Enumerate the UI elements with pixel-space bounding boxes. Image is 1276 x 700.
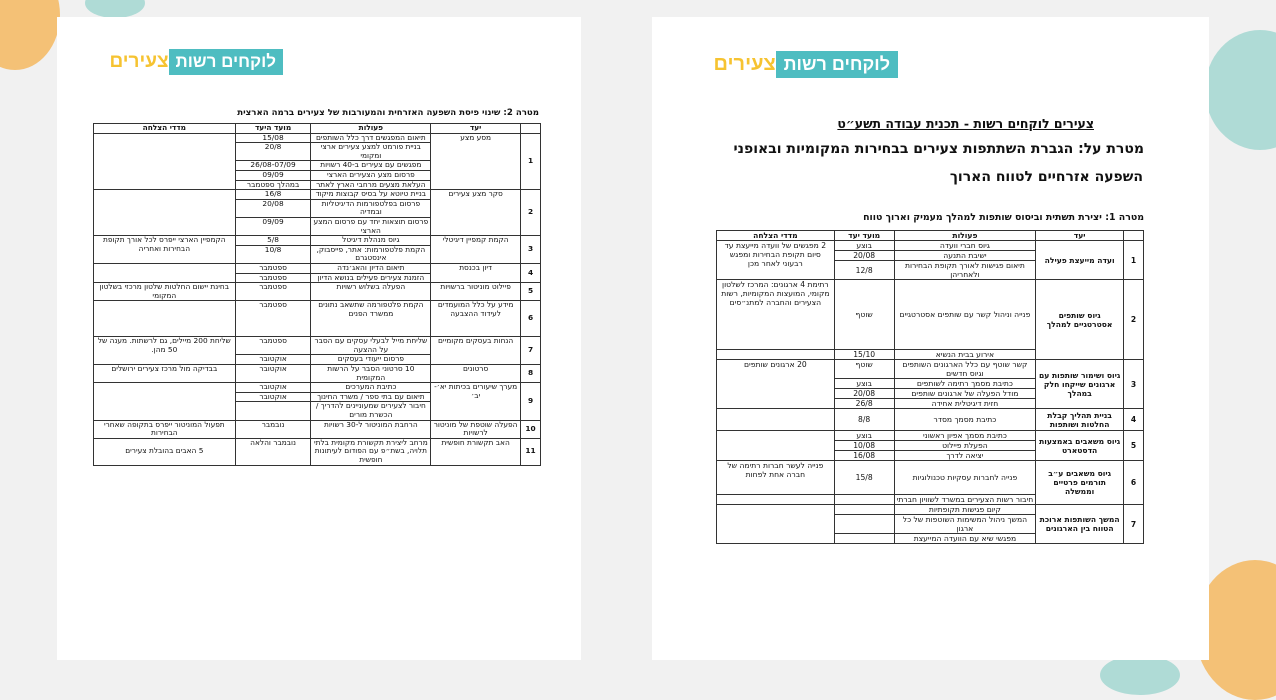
date-cell: אוקטובר <box>235 383 311 393</box>
action-cell: קיום פגישות תקופתיות <box>894 505 1036 515</box>
action-cell: מודל הפעלה של ארגונים שותפים <box>894 389 1036 399</box>
table-row <box>94 236 541 246</box>
metric-cell: תפעול המוניטור ייפרס בתקופה שאחרי הבחירות <box>94 420 236 438</box>
document-subtitle-line1: מטרת על: הגברת השתתפות צעירים בבחירות המקומיות ובאופני <box>733 141 1144 157</box>
action-cell: בניית פורמט למצע צעירים ארצי ומקומי <box>311 143 431 161</box>
decor-blob-teal-top <box>85 0 145 18</box>
goal-cell: הקמת קמפיין דיגיטלי <box>431 236 521 264</box>
date-cell <box>834 515 894 534</box>
logo-yellow-text: צעירים <box>713 53 776 75</box>
header-actions: פעולות <box>894 231 1036 241</box>
date-cell: ספטמבר <box>235 301 311 337</box>
row-number: 9 <box>521 383 541 420</box>
date-cell: ספטמבר <box>235 273 311 283</box>
date-cell <box>834 534 894 544</box>
action-cell: 10 סרטוני הסבר על הרשות המקומית <box>311 365 431 383</box>
action-cell: פרסום בפלטפורמות הדיגיטליות ובמדיה <box>311 199 431 217</box>
header-date: מועד יעד <box>834 231 894 241</box>
table-row <box>717 505 1144 515</box>
table-header-row <box>717 231 1144 241</box>
metric-cell <box>94 383 236 420</box>
date-cell: 8/8 <box>834 409 894 431</box>
table-row <box>94 283 541 301</box>
table-row <box>94 263 541 273</box>
header-date: מועד היעד <box>235 124 311 134</box>
action-cell: המשך ניהול המשימות השוטפות של כל ארגון <box>894 515 1036 534</box>
goal-cell: הנחות בעסקים מקומיים <box>431 337 521 365</box>
table-row <box>94 337 541 355</box>
metric-cell <box>94 133 236 190</box>
date-cell: ספטמבר <box>235 337 311 355</box>
goal-cell: סקר מצע צעירים <box>431 190 521 236</box>
table-row <box>94 190 541 200</box>
goal-cell: גיוס ושימור שותפות עם ארגונים שייקחו חלק במהלך <box>1036 360 1124 409</box>
date-cell: ספטמבר <box>235 263 311 273</box>
metric-cell: 2 מפגשים של וועדה מייעצת עד סיום תקופת הבחירות ומפגש רבעוני לאחר מכן <box>717 241 835 280</box>
action-cell: גיוס חברי וועדה <box>894 241 1036 251</box>
action-cell: הרחבת המוניטור ל-30 רשויות <box>311 420 431 438</box>
date-cell: נובמבר <box>235 420 311 438</box>
table-row <box>94 383 541 393</box>
action-cell: פנייה לחברות עסקיות טכנולוגיות <box>894 461 1036 495</box>
goal-caption: מטרה 2: שינוי פיסת השפעה האזרחית והמעורבות של צעירים ברמה הארצית <box>237 108 539 118</box>
table-row <box>717 461 1144 495</box>
row-number: 7 <box>521 337 541 365</box>
date-cell: 20/08 <box>235 199 311 217</box>
action-cell: תיאום המפגשים דרך כלל השותפים <box>311 133 431 143</box>
metric-cell: בבדיקה מול מרכז צעירים ירושלים <box>94 365 236 383</box>
header-num <box>521 124 541 134</box>
goal-cell: המשך השותפות ארוכת הטווח בין הארגונים <box>1036 505 1124 544</box>
metric-cell: הקמפיין הארצי ייפרס לכל אורך תקופת הבחירות ואחריה <box>94 236 236 264</box>
header-num <box>1124 231 1144 241</box>
table-row <box>717 280 1144 350</box>
date-cell: אוקטובר <box>235 392 311 402</box>
row-number: 5 <box>1124 431 1144 461</box>
date-cell: במהלך ספטמבר <box>235 180 311 190</box>
goals-table <box>93 123 541 466</box>
metric-cell <box>717 350 835 360</box>
goal-cell: גיוס שותפים אסטרטגיים למהלך <box>1036 280 1124 360</box>
action-cell: חיבור לצעירים שמעוניינים להדריך / הכשרת מורים <box>311 402 431 420</box>
goal-cell: מסע מצע <box>431 133 521 190</box>
action-cell: פרסום תוצאות יחד עם פרסום המצע הארצי <box>311 217 431 235</box>
action-cell: קשר שוטף עם כלל הארגונים השותפים וגיוס חדשים <box>894 360 1036 379</box>
metric-cell <box>717 431 835 461</box>
table-row <box>717 431 1144 441</box>
header-metrics: מדדי הצלחה <box>717 231 835 241</box>
action-cell: פרסום מצע הצעירים הארצי <box>311 170 431 180</box>
document-title: צעירים לוקחים רשות - תכנית עבודה תשע״ט <box>837 116 1094 131</box>
date-cell: 20/08 <box>834 251 894 261</box>
decor-blob-teal-right <box>1205 30 1276 150</box>
action-cell: תיאום פגישות לאורך תקופת הבחירות ולאחריהן <box>894 261 1036 280</box>
decor-blob-teal-bottom <box>1100 655 1180 695</box>
date-cell: 20/8 <box>235 143 311 161</box>
goal-cell: האב תקשורת חופשית <box>431 438 521 465</box>
metric-cell: פנייה לעשר חברות רתימה של חברה אחת לפחות <box>717 461 835 495</box>
logo-teal-badge: לוקחים רשות <box>776 51 898 78</box>
goal-cell: סרטונים <box>431 365 521 383</box>
date-cell: בוצע <box>834 431 894 441</box>
goal-cell: פיילוט מוניטור ברשויות <box>431 283 521 301</box>
logo <box>110 49 290 75</box>
row-number: 6 <box>521 301 541 337</box>
header-goal: יעד <box>1036 231 1124 241</box>
document-page-left <box>57 17 581 660</box>
date-cell: 26/8 <box>834 399 894 409</box>
action-cell: הקמת פלטפורמות: אתר, פייסבוק, אינסטגרם <box>311 245 431 263</box>
table-row <box>94 133 541 143</box>
goal-cell: גיוס משאבים באמצעות הדסטארט <box>1036 431 1124 461</box>
date-cell: 26/08-07/09 <box>235 161 311 171</box>
logo-yellow-text: צעירים <box>109 51 169 72</box>
metric-cell <box>717 495 835 505</box>
metric-cell <box>717 409 835 431</box>
action-cell: העלאת מצעים מרחבי הארץ לאתר <box>311 180 431 190</box>
action-cell: תיאום עם בתי ספר / משרד החינוך <box>311 392 431 402</box>
date-cell: ספטמבר <box>235 283 311 301</box>
action-cell: גיוס מנהלת דיגיטל <box>311 236 431 246</box>
action-cell: מפגשים עם צעירים ב-40 רשויות <box>311 161 431 171</box>
date-cell <box>834 505 894 515</box>
action-cell: מפגשי שיא עם הוועדה המייעצת <box>894 534 1036 544</box>
goal-cell: מידע על כלל המועמדים לעידוד ההצבעה <box>431 301 521 337</box>
document-page-right <box>652 17 1209 660</box>
goal-cell: דיון בכנסת <box>431 263 521 282</box>
action-cell: הזמנת צעירים פעילים בנושא הדיון <box>311 273 431 283</box>
date-cell: 09/09 <box>235 217 311 235</box>
header-metrics: מדדי הצלחה <box>94 124 236 134</box>
row-number: 1 <box>521 133 541 190</box>
table-row <box>717 409 1144 431</box>
action-cell: כתיבת מסמך רתימה לשותפים <box>894 379 1036 389</box>
goal-cell: ועדה מייעצת פעילה <box>1036 241 1124 280</box>
action-cell: הפעלה בשלוש רשויות <box>311 283 431 301</box>
decor-blob-yellow-top-left <box>0 0 60 70</box>
metric-cell <box>94 301 236 337</box>
date-cell: 09/09 <box>235 170 311 180</box>
metric-cell <box>94 263 236 282</box>
goal-cell: מערך שיעורים בכיתות יא׳-יב׳ <box>431 383 521 420</box>
logo-teal-badge: לוקחים רשות <box>169 49 283 75</box>
date-cell: 12/8 <box>834 261 894 280</box>
metric-cell: רתימת 4 ארגונים: המרכז לשלטון מקומי, המועצות המקומיות, רשות הצעירים והחברה למתנ״סים <box>717 280 835 350</box>
action-cell: חיבור רשות הצעירים במשרד לשוויון חברתי <box>894 495 1036 505</box>
date-cell: בוצע <box>834 379 894 389</box>
table-row <box>94 301 541 337</box>
header-actions: פעולות <box>311 124 431 134</box>
metric-cell: 5 האבים בהובלת צעירים <box>94 438 236 465</box>
row-number: 3 <box>1124 360 1144 409</box>
action-cell: כתיבת מסמך מסדר <box>894 409 1036 431</box>
goal-cell: בניית תהליך קבלת החלטות ושותפות <box>1036 409 1124 431</box>
action-cell: הפעלת פיילוט <box>894 441 1036 451</box>
metric-cell: שליחת 200 מיילים, גם לרשתות. מענה של 50 מהן. <box>94 337 236 365</box>
table-row <box>717 241 1144 251</box>
row-number: 3 <box>521 236 541 264</box>
row-number: 7 <box>1124 505 1144 544</box>
table-row <box>717 360 1144 379</box>
action-cell: שליחת מייל לבעלי עסקים עם הסבר על ההצעה <box>311 337 431 355</box>
action-cell: יציאה לדרך <box>894 451 1036 461</box>
action-cell: ישיבת התנעה <box>894 251 1036 261</box>
date-cell: אוקטובר <box>235 365 311 383</box>
action-cell: כתיבת מסמך אפיון ראשוני <box>894 431 1036 441</box>
date-cell: 16/08 <box>834 451 894 461</box>
header-goal: יעד <box>431 124 521 134</box>
row-number: 10 <box>521 420 541 438</box>
date-cell: 15/8 <box>834 461 894 495</box>
action-cell: פרסום ייעודי בעסקים <box>311 355 431 365</box>
table-row <box>94 420 541 438</box>
action-cell: חזית דיגיטלית אחידה <box>894 399 1036 409</box>
metric-cell: בחינת יישום החלטות שלטון מרכזי בשלטון המקומי <box>94 283 236 301</box>
date-cell: 10/8 <box>235 245 311 263</box>
row-number: 11 <box>521 438 541 465</box>
date-cell: 10/08 <box>834 441 894 451</box>
document-subtitle-line2: השפעה אזרחיים לטווח הארוך <box>949 169 1143 185</box>
metric-cell: 20 ארגונים שותפים <box>717 360 835 409</box>
logo <box>714 51 905 78</box>
row-number: 2 <box>1124 280 1144 360</box>
action-cell: פנייה וניהול קשר עם שותפים אסטרטגיים <box>894 280 1036 350</box>
row-number: 1 <box>1124 241 1144 280</box>
date-cell: 5/8 <box>235 236 311 246</box>
action-cell: מרחב ליצירת תקשורת מקומית בלתי תלויה, בשת״פ עם הפודום לעיתונות חופשית <box>311 438 431 465</box>
metric-cell <box>717 505 835 544</box>
goals-table <box>716 230 1144 544</box>
table-row <box>94 365 541 383</box>
row-number: 5 <box>521 283 541 301</box>
row-number: 2 <box>521 190 541 236</box>
date-cell: 15/08 <box>235 133 311 143</box>
action-cell: אירוע בבית הנשיא <box>894 350 1036 360</box>
action-cell: הקמת פלטפורמה שתשאב נתונים ממשרד הפנים <box>311 301 431 337</box>
date-cell: נובמבר והלאה <box>235 438 311 465</box>
row-number: 4 <box>1124 409 1144 431</box>
action-cell: כתיבת המערכים <box>311 383 431 393</box>
row-number: 4 <box>521 263 541 282</box>
date-cell: 16/8 <box>235 190 311 200</box>
action-cell: תיאום הדיון והאג׳נדה <box>311 263 431 273</box>
date-cell: 15/10 <box>834 350 894 360</box>
date-cell: אוקטובר <box>235 355 311 365</box>
action-cell: בניית טיוטא על בסיס קבוצות מיקוד <box>311 190 431 200</box>
metric-cell <box>94 190 236 236</box>
date-cell: בוצע <box>834 241 894 251</box>
goal-caption: מטרה 1: יצירת תשתית וביסוס שותפות למהלך מעמיק וארוך טווח <box>863 212 1144 223</box>
date-cell <box>235 402 311 420</box>
table-header-row <box>94 124 541 134</box>
goal-cell: גיוס משאבים ע״ב תורמים פרטיים וממשלה <box>1036 461 1124 505</box>
goal-cell: הפעלה שוטפת של מוניטור לרשויות <box>431 420 521 438</box>
date-cell: 20/08 <box>834 389 894 399</box>
table-row <box>94 438 541 465</box>
date-cell <box>834 495 894 505</box>
row-number: 6 <box>1124 461 1144 505</box>
date-cell: שוטף <box>834 280 894 350</box>
row-number: 8 <box>521 365 541 383</box>
date-cell: שוטף <box>834 360 894 379</box>
